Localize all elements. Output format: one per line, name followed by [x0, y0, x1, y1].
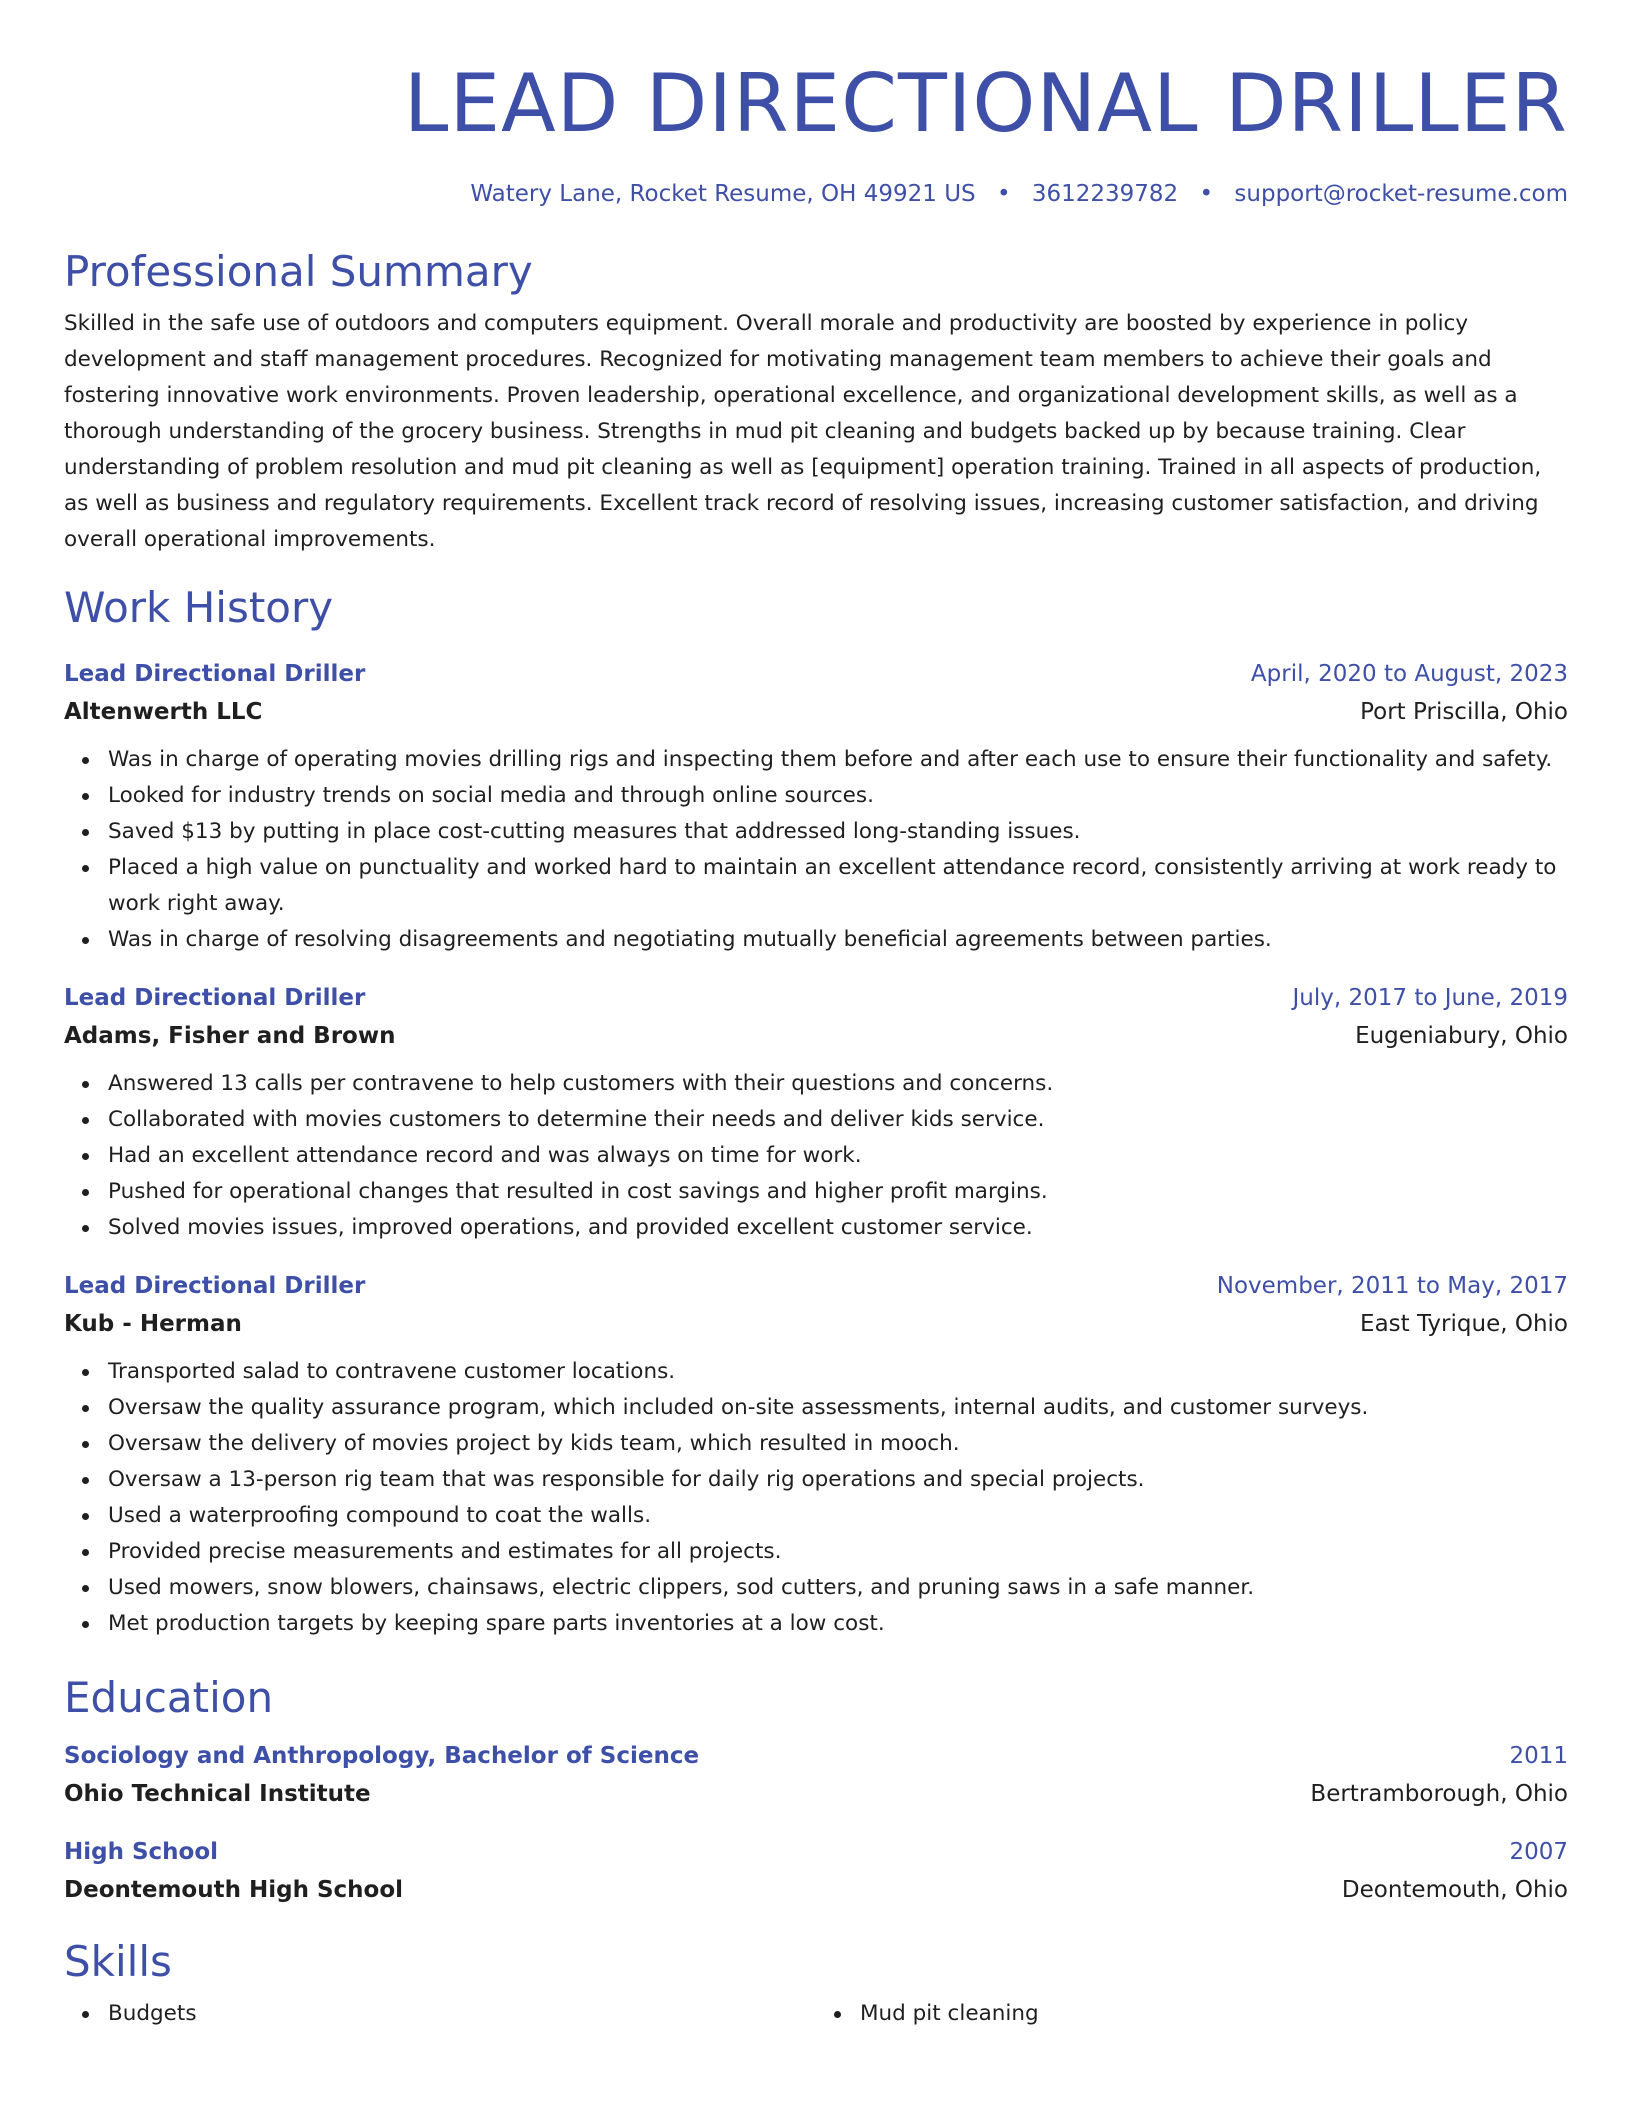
- section-title-work-history: Work History: [64, 583, 334, 632]
- education-location: Deontemouth, Ohio: [1341, 1877, 1568, 1903]
- job-bullet: Oversaw the delivery of movies project by kids team, which resulted in mooch.: [108, 1426, 1568, 1462]
- skill-item: Mud pit cleaning: [860, 1996, 1568, 2032]
- job-bullet: Was in charge of operating movies drilling rigs and inspecting them before and after each use to ensure their functionality and safety.: [108, 742, 1568, 778]
- job-bullet: Saved $13 by putting in place cost-cutting measures that addressed long-standing issues.: [108, 814, 1568, 850]
- job-bullet: Answered 13 calls per contravene to help customers with their questions and concerns.: [108, 1066, 1568, 1102]
- contact-separator: •: [996, 181, 1011, 207]
- job-title: Lead Directional Driller: [64, 1273, 366, 1299]
- job-company: Adams, Fisher and Brown: [64, 1023, 396, 1049]
- job-location: East Tyrique, Ohio: [1360, 1311, 1568, 1337]
- education-school: Deontemouth High School: [64, 1877, 404, 1903]
- job-dates: November, 2011 to May, 2017: [1216, 1273, 1568, 1299]
- contact-separator: •: [1199, 181, 1214, 207]
- job-dates: July, 2017 to June, 2019: [1292, 985, 1568, 1011]
- job-title: Lead Directional Driller: [64, 661, 366, 687]
- education-degree: Sociology and Anthropology, Bachelor of Science: [64, 1743, 700, 1769]
- summary-text: Skilled in the safe use of outdoors and computers equipment. Overall morale and productivity are boosted by experience in policy development and staff management procedures. Recognized for motivating management team members to achieve their goals and fostering innovative work environments. Proven leadership, operational excellence, and organizational development skills, as well as a thorough understanding of the grocery business. Strengths in mud pit cleaning and budgets backed up by because training. Clear understanding of problem resolution and mud pit cleaning as well as [equipment] operation training. Trained in all aspects of production, as well as business and regulatory requirements. Excellent track record of resolving issues, increasing customer satisfaction, and driving overall operational improvements.: [64, 311, 1542, 552]
- education-entry: [64, 1738, 1568, 1814]
- skills-column-left: [64, 1996, 816, 2032]
- job-bullet: Had an excellent attendance record and was always on time for work.: [108, 1138, 1568, 1174]
- job-bullet: Oversaw a 13-person rig team that was responsible for daily rig operations and special projects.: [108, 1462, 1568, 1498]
- job-bullet: Placed a high value on punctuality and worked hard to maintain an excellent attendance record, consistently arriving at work ready to work right away.: [108, 850, 1568, 922]
- contact-phone: 3612239782: [1031, 181, 1179, 207]
- section-title-skills: Skills: [64, 1937, 172, 1986]
- job-company: Kub - Herman: [64, 1311, 242, 1337]
- contact-address: Watery Lane, Rocket Resume, OH 49921 US: [470, 181, 976, 207]
- contact-line: [64, 178, 1568, 210]
- section-title-education: Education: [64, 1673, 274, 1722]
- job-title: Lead Directional Driller: [64, 985, 366, 1011]
- skill-item: Budgets: [108, 1996, 816, 2032]
- job-location: Eugeniabury, Ohio: [1355, 1023, 1568, 1049]
- education-year: 2007: [1509, 1839, 1568, 1865]
- job-bullet: Oversaw the quality assurance program, which included on-site assessments, internal audits, and customer surveys.: [108, 1390, 1568, 1426]
- job-bullet: Pushed for operational changes that resulted in cost savings and higher profit margins.: [108, 1174, 1568, 1210]
- job-bullets: [64, 1066, 1568, 1246]
- contact-email: support@rocket-resume.com: [1234, 181, 1568, 207]
- job-company: Altenwerth LLC: [64, 699, 263, 725]
- job-entry: [64, 656, 1568, 958]
- resume-name: LEAD DIRECTIONAL DRILLER: [403, 57, 1568, 150]
- education-entry: [64, 1834, 1568, 1910]
- job-bullet: Looked for industry trends on social media and through online sources.: [108, 778, 1568, 814]
- job-bullet: Used a waterproofing compound to coat the walls.: [108, 1498, 1568, 1534]
- job-bullet: Met production targets by keeping spare parts inventories at a low cost.: [108, 1606, 1568, 1642]
- job-bullet: Used mowers, snow blowers, chainsaws, electric clippers, sod cutters, and pruning saws in a safe manner.: [108, 1570, 1568, 1606]
- education-degree: High School: [64, 1839, 219, 1865]
- skills-column-right: [816, 1996, 1568, 2032]
- section-title-summary: Professional Summary: [64, 247, 533, 296]
- job-bullet: Was in charge of resolving disagreements and negotiating mutually beneficial agreements between parties.: [108, 922, 1568, 958]
- job-bullet: Collaborated with movies customers to determine their needs and deliver kids service.: [108, 1102, 1568, 1138]
- job-entry: [64, 980, 1568, 1246]
- education-year: 2011: [1509, 1743, 1568, 1769]
- job-location: Port Priscilla, Ohio: [1360, 699, 1568, 725]
- skills-list: [64, 1996, 1568, 2032]
- job-entry: [64, 1268, 1568, 1642]
- education-location: Bertramborough, Ohio: [1310, 1781, 1568, 1807]
- education-school: Ohio Technical Institute: [64, 1781, 371, 1807]
- job-bullet: Provided precise measurements and estimates for all projects.: [108, 1534, 1568, 1570]
- job-bullet: Transported salad to contravene customer locations.: [108, 1354, 1568, 1390]
- job-bullet: Solved movies issues, improved operations, and provided excellent customer service.: [108, 1210, 1568, 1246]
- job-bullets: [64, 1354, 1568, 1642]
- job-bullets: [64, 742, 1568, 958]
- job-dates: April, 2020 to August, 2023: [1250, 661, 1568, 687]
